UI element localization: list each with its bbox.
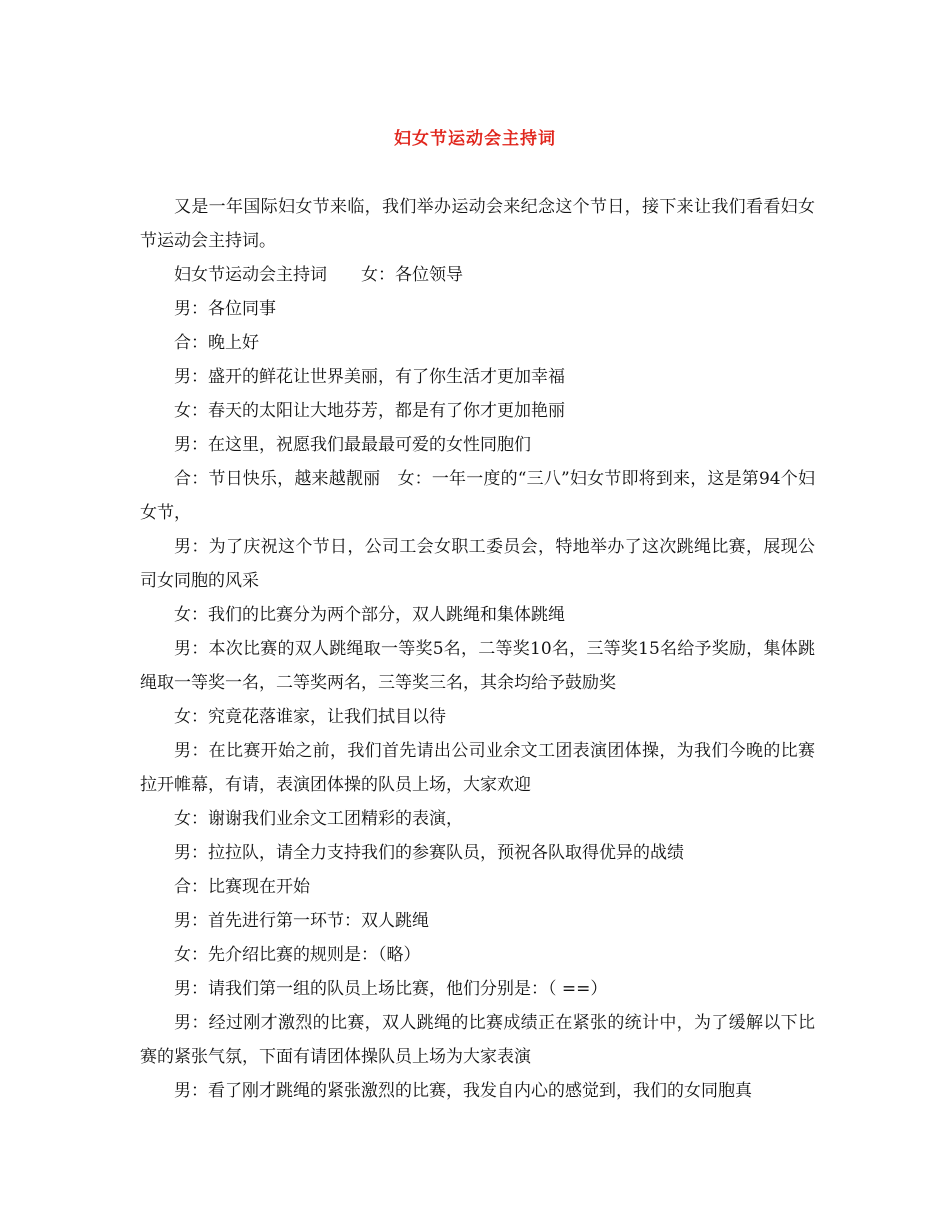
paragraph: 男：请我们第一组的队员上场比赛，他们分别是：（ ==） xyxy=(174,979,608,999)
paragraph: 男：在这里，祝愿我们最最最可爱的女性同胞们 xyxy=(174,435,531,455)
paragraph: 女：我们的比赛分为两个部分，双人跳绳和集体跳绳 xyxy=(174,605,565,625)
paragraph: 男：拉拉队，请全力支持我们的参赛队员，预祝各队取得优异的战绩 xyxy=(174,843,684,863)
paragraph: 合：比赛现在开始 xyxy=(174,877,310,897)
paragraph: 男：为了庆祝这个节日，公司工会女职工委员会，特地举办了这次跳绳比赛，展现公司女同胞的风采 xyxy=(140,537,815,591)
paragraph: 男：盛开的鲜花让世界美丽，有了你生活才更加幸福 xyxy=(174,367,565,387)
document-body xyxy=(140,190,815,1108)
paragraph: 女：究竟花落谁家，让我们拭目以待 xyxy=(174,707,446,727)
paragraph: 女：春天的太阳让大地芬芳，都是有了你才更加艳丽 xyxy=(174,401,565,421)
paragraph: 男：在比赛开始之前，我们首先请出公司业余文工团表演团体操，为我们今晚的比赛拉开帷幕，有请，表演团体操的队员上场，大家欢迎 xyxy=(140,741,815,795)
paragraph: 男：各位同事 xyxy=(174,299,276,319)
paragraph: 男：本次比赛的双人跳绳取一等奖5名，二等奖10名，三等奖15名给予奖励，集体跳绳取一等奖一名，二等奖两名，三等奖三名，其余均给予鼓励奖 xyxy=(140,639,815,693)
document-title: 妇女节运动会主持词 xyxy=(394,129,556,149)
paragraph: 合：节日快乐，越来越靓丽 女：一年一度的“三八”妇女节即将到来，这是第94个妇女节， xyxy=(140,469,815,523)
paragraph: 合：晚上好 xyxy=(174,333,259,353)
paragraph: 妇女节运动会主持词 女：各位领导 xyxy=(174,265,463,285)
paragraph: 又是一年国际妇女节来临，我们举办运动会来纪念这个节日，接下来让我们看看妇女节运动会主持词。 xyxy=(140,197,815,251)
paragraph: 女：谢谢我们业余文工团精彩的表演， xyxy=(174,809,463,829)
paragraph: 女：先介绍比赛的规则是：（略） xyxy=(174,945,421,965)
paragraph: 男：看了刚才跳绳的紧张激烈的比赛，我发自内心的感觉到，我们的女同胞真 xyxy=(174,1081,752,1101)
paragraph: 男：首先进行第一环节：双人跳绳 xyxy=(174,911,429,931)
paragraph: 男：经过刚才激烈的比赛，双人跳绳的比赛成绩正在紧张的统计中，为了缓解以下比赛的紧张气氛，下面有请团体操队员上场为大家表演 xyxy=(140,1013,815,1067)
